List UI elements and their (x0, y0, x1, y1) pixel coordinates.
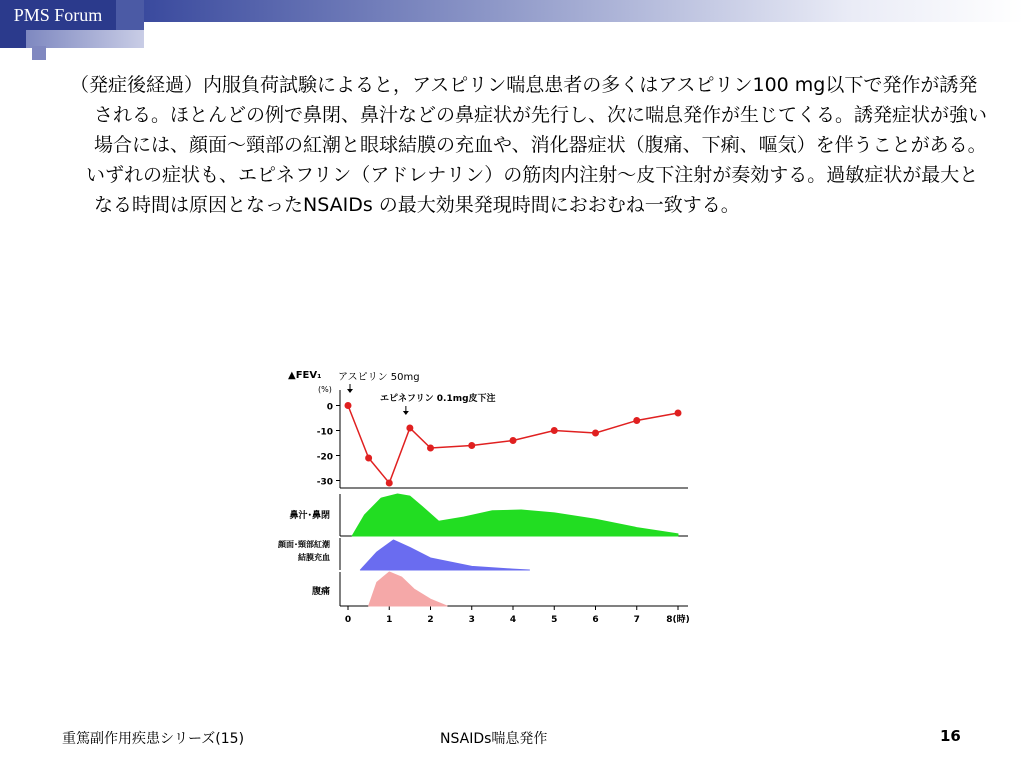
fev1-data-point (633, 417, 640, 424)
fev1-data-point (345, 402, 352, 409)
fev1-data-point (386, 480, 393, 487)
header-accent-block (116, 0, 144, 30)
y-tick-label: 0 (326, 402, 333, 413)
x-tick-label: 8(時) (666, 615, 690, 625)
y-tick-label: -20 (316, 452, 333, 463)
y-tick-label: -10 (316, 427, 333, 438)
x-tick-label: 2 (427, 615, 434, 625)
y-axis-unit: (%) (318, 385, 332, 394)
fev1-data-point (406, 425, 413, 432)
band-label-abdominal: 腹痛 (311, 587, 330, 597)
x-tick-label: 1 (386, 615, 393, 625)
fev1-data-point (592, 430, 599, 437)
fev1-series-line (348, 406, 678, 484)
decor-square-small (32, 46, 46, 60)
paragraph-course: （発症後経過）内服負荷試験によると，アスピリン喘息患者の多くはアスピリン100 mg以下で発作が誘発される。ほとんどの例で鼻閉、鼻汁などの鼻症状が先行し、次に喘息発作が生じてくる。誘発症状が強い場合には、顔面～頸部の紅潮と眼球結膜の充血や、消化器症状（腹痛、下痢、嘔気）を伴うことがある。 (70, 74, 988, 156)
symptom-band-2 (369, 572, 447, 606)
annotation-arrow-head (403, 411, 409, 415)
y-axis-title: ▲FEV₁ (288, 370, 322, 381)
fev1-data-point (551, 427, 558, 434)
x-tick-label: 3 (468, 615, 475, 625)
fev1-data-point (365, 455, 372, 462)
x-tick-label: 0 (344, 615, 352, 625)
x-tick-label: 5 (551, 615, 558, 625)
band-label-flush-line1: 顔面･頸部紅潮 (278, 540, 330, 549)
header-gradient-bar (144, 0, 1024, 22)
fev1-data-point (468, 442, 475, 449)
y-tick-label: -30 (316, 477, 333, 488)
slide-body (58, 70, 994, 220)
annotation-aspirin: アスピリン 50mg (338, 372, 420, 383)
annotation-arrow-head (347, 389, 353, 393)
brand-label: PMS Forum (0, 0, 116, 30)
x-tick-label: 7 (633, 615, 640, 625)
band-label-nasal: 鼻汁･鼻閉 (289, 511, 330, 521)
symptom-band-0 (352, 494, 678, 536)
fev1-data-point (427, 445, 434, 452)
annotation-epinephrine: エピネフリン 0.1mg皮下注 (380, 394, 496, 404)
fev1-data-point (510, 437, 517, 444)
x-tick-label: 4 (509, 615, 517, 625)
page-number: 16 (940, 727, 961, 745)
footer-series-title: 重篤副作用疾患シリーズ(15) (62, 731, 245, 747)
paragraph-treatment: いずれの症状も、エピネフリン（アドレナリン）の筋肉内注射～皮下注射が奏効する。過敏症状が最大となる時間は原因となったNSAIDs の最大効果発現時間におおむね一致する。 (86, 164, 979, 216)
band-label-flush-line2: 結膜充血 (298, 553, 330, 562)
x-tick-label: 6 (592, 615, 599, 625)
decor-square-dark (0, 30, 26, 48)
fev1-symptom-chart (230, 360, 730, 630)
footer-topic: NSAIDs喘息発作 (440, 731, 548, 747)
fev1-data-point (675, 410, 682, 417)
symptom-band-1 (360, 540, 529, 570)
